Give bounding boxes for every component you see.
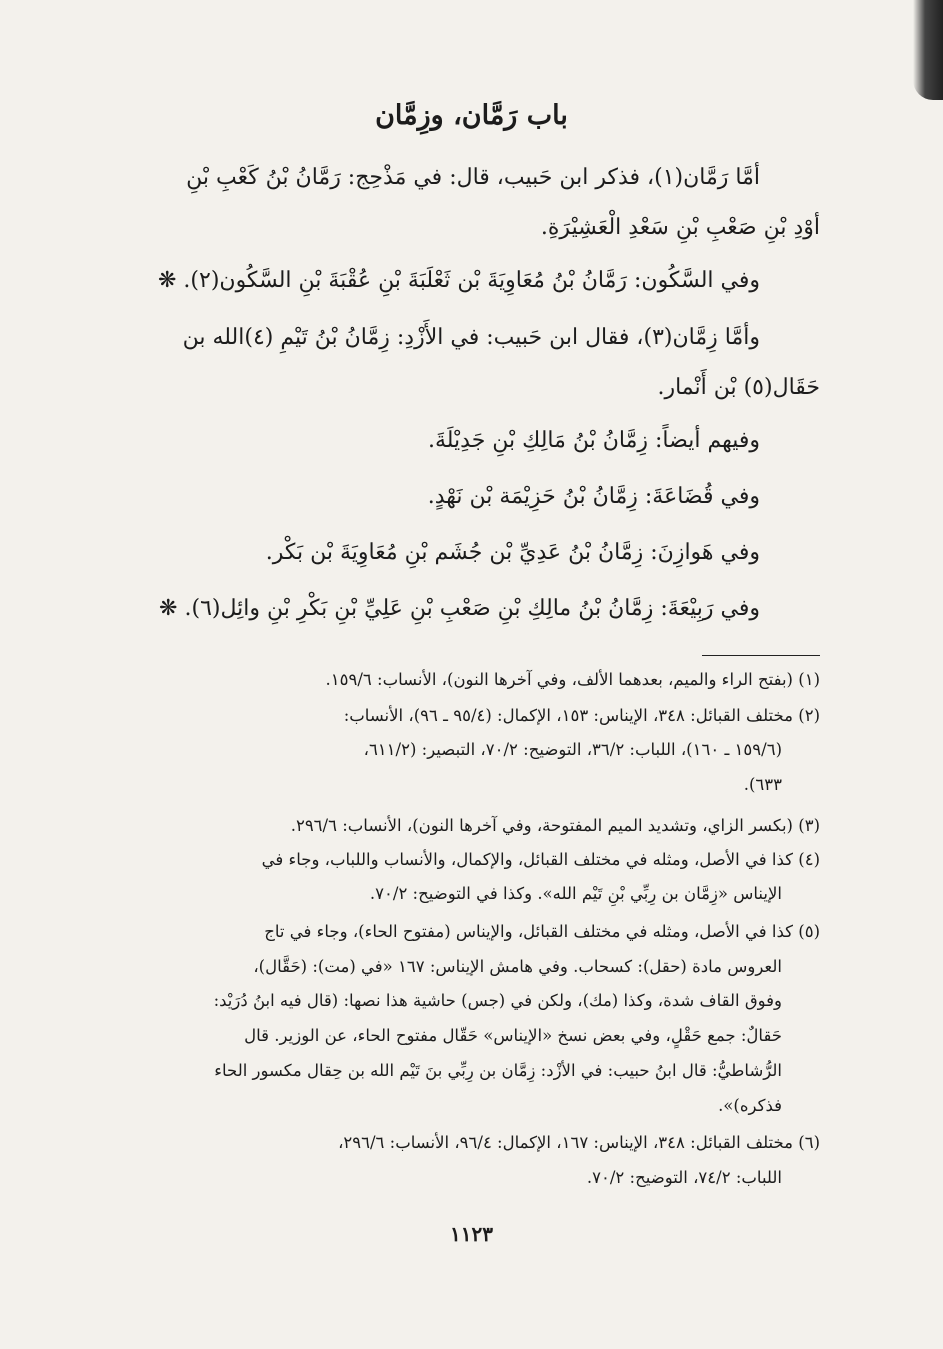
paragraph-5-line-1: وفي قُضَاعَةَ: زِمَّانُ بْنُ حَزِيْمَة بْن نَهْدٍ. xyxy=(427,484,760,509)
footnote-6-line-2: اللباب: ٧٤/٢، التوضيح: ٧٠/٢. xyxy=(586,1168,782,1187)
paragraph-7-line-1: وفي رَبِيْعَةَ: زِمَّانُ بْنُ مالِكِ بْنِ صَعْبِ بْنِ عَلِيِّ بْنِ بَكْرِ بْنِ وائِل(٦). ❋ xyxy=(159,596,760,621)
footnote-separator xyxy=(702,655,820,656)
page-title: باب رَمَّان، وزِمَّان xyxy=(375,100,568,131)
footnote-4-line-2: الإيناس «زِمَّان بن رِبِّي بْنِ تَيْم الله». وكذا في التوضيح: ٧٠/٢. xyxy=(369,884,782,903)
paragraph-2-line-1: وفي السَّكُون: رَمَّانُ بْنُ مُعَاوِيَةَ بْن ثَعْلَبَةَ بْنِ عُقْبَةَ بْنِ السَّكُون(٢). ❋ xyxy=(157,268,760,293)
paragraph-1-line-2: أوْدِ بْنِ صَعْبِ بْنِ سَعْدِ الْعَشِيْرَةِ. xyxy=(540,215,820,240)
footnote-5-line-1: (٥) كذا في الأصل، ومثله في مختلف القبائل، والإيناس (مفتوح الحاء)، وجاء في تاج xyxy=(264,922,820,941)
footnote-6-line-1: (٦) مختلف القبائل: ٣٤٨، الإيناس: ١٦٧، الإكمال: ٩٦/٤، الأنساب: ٢٩٦/٦، xyxy=(338,1133,820,1152)
page-number: ١١٢٣ xyxy=(450,1222,493,1246)
footnote-5-line-4: حَقالٌ: جمع حَقْلٍ، وفي بعض نسخ «الإيناس» حَقّال مفتوح الحاء، عن الوزير. قال xyxy=(244,1026,782,1045)
footnote-5-line-6: فذكره)». xyxy=(718,1096,782,1115)
footnote-5-line-5: الرُّشاطيُّ: قال ابنُ حبيب: في الأزْد: زِمَّان بن رِبِّي بنَ تَيْم الله بن حِقال مكسور الحاء xyxy=(214,1061,782,1080)
paragraph-3-line-2: حَقَال(٥) بْن أَنْمار. xyxy=(657,375,820,400)
footnote-5-line-2: العروس مادة (حقل): كسحاب. وفي هامش الإيناس: ١٦٧ «في (مت): (حَقَّال)، xyxy=(253,957,782,976)
footnote-2-line-2: (١٥٩/٦ ـ ١٦٠)، اللباب: ٣٦/٢، التوضيح: ٧٠/٢، التبصير: (٦١١/٢، xyxy=(363,740,782,759)
paragraph-6-line-1: وفي هَوازِنَ: زِمَّانُ بْنُ عَدِيِّ بْن جُشَم بْنِ مُعَاوِيَةَ بْن بَكْر. xyxy=(265,540,760,565)
footnote-1-line-1: (١) (بفتح الراء والميم، بعدهما الألف، وفي آخرها النون)، الأنساب: ١٥٩/٦. xyxy=(325,670,820,689)
paragraph-3-line-1: وأمَّا زِمَّان(٣)، فقال ابن حَبيب: في الأَزْدِ: زِمَّانُ بْنُ تَيْمِ (٤)الله بن xyxy=(182,325,760,350)
footnote-2-line-1: (٢) مختلف القبائل: ٣٤٨، الإيناس: ١٥٣، الإكمال: (٩٥/٤ ـ ٩٦)، الأنساب: xyxy=(343,706,820,725)
scan-edge-mark xyxy=(913,0,943,100)
footnote-4-line-1: (٤) كذا في الأصل، ومثله في مختلف القبائل، والإكمال، والأنساب واللباب، وجاء في xyxy=(261,850,820,869)
footnote-5-line-3: وفوق القاف شدة، وكذا (مك)، ولكن في (جس) حاشية هذا نصها: (قال فيه ابنُ دُرَيْد: xyxy=(213,991,782,1010)
footnote-3-line-1: (٣) (بكسر الزاي، وتشديد الميم المفتوحة، وفي آخرها النون)، الأنساب: ٢٩٦/٦. xyxy=(290,816,820,835)
paragraph-4-line-1: وفيهم أيضاً: زِمَّانُ بْنُ مَالِكِ بْنِ جَدِيْلَةَ. xyxy=(427,428,760,453)
paragraph-1-line-1: أمَّا رَمَّان(١)، فذكر ابن حَبيب، قال: في مَذْحِج: رَمَّانُ بْنُ كَعْبِ بْنِ xyxy=(186,165,760,190)
footnote-2-line-3: ٦٣٣). xyxy=(743,775,782,794)
